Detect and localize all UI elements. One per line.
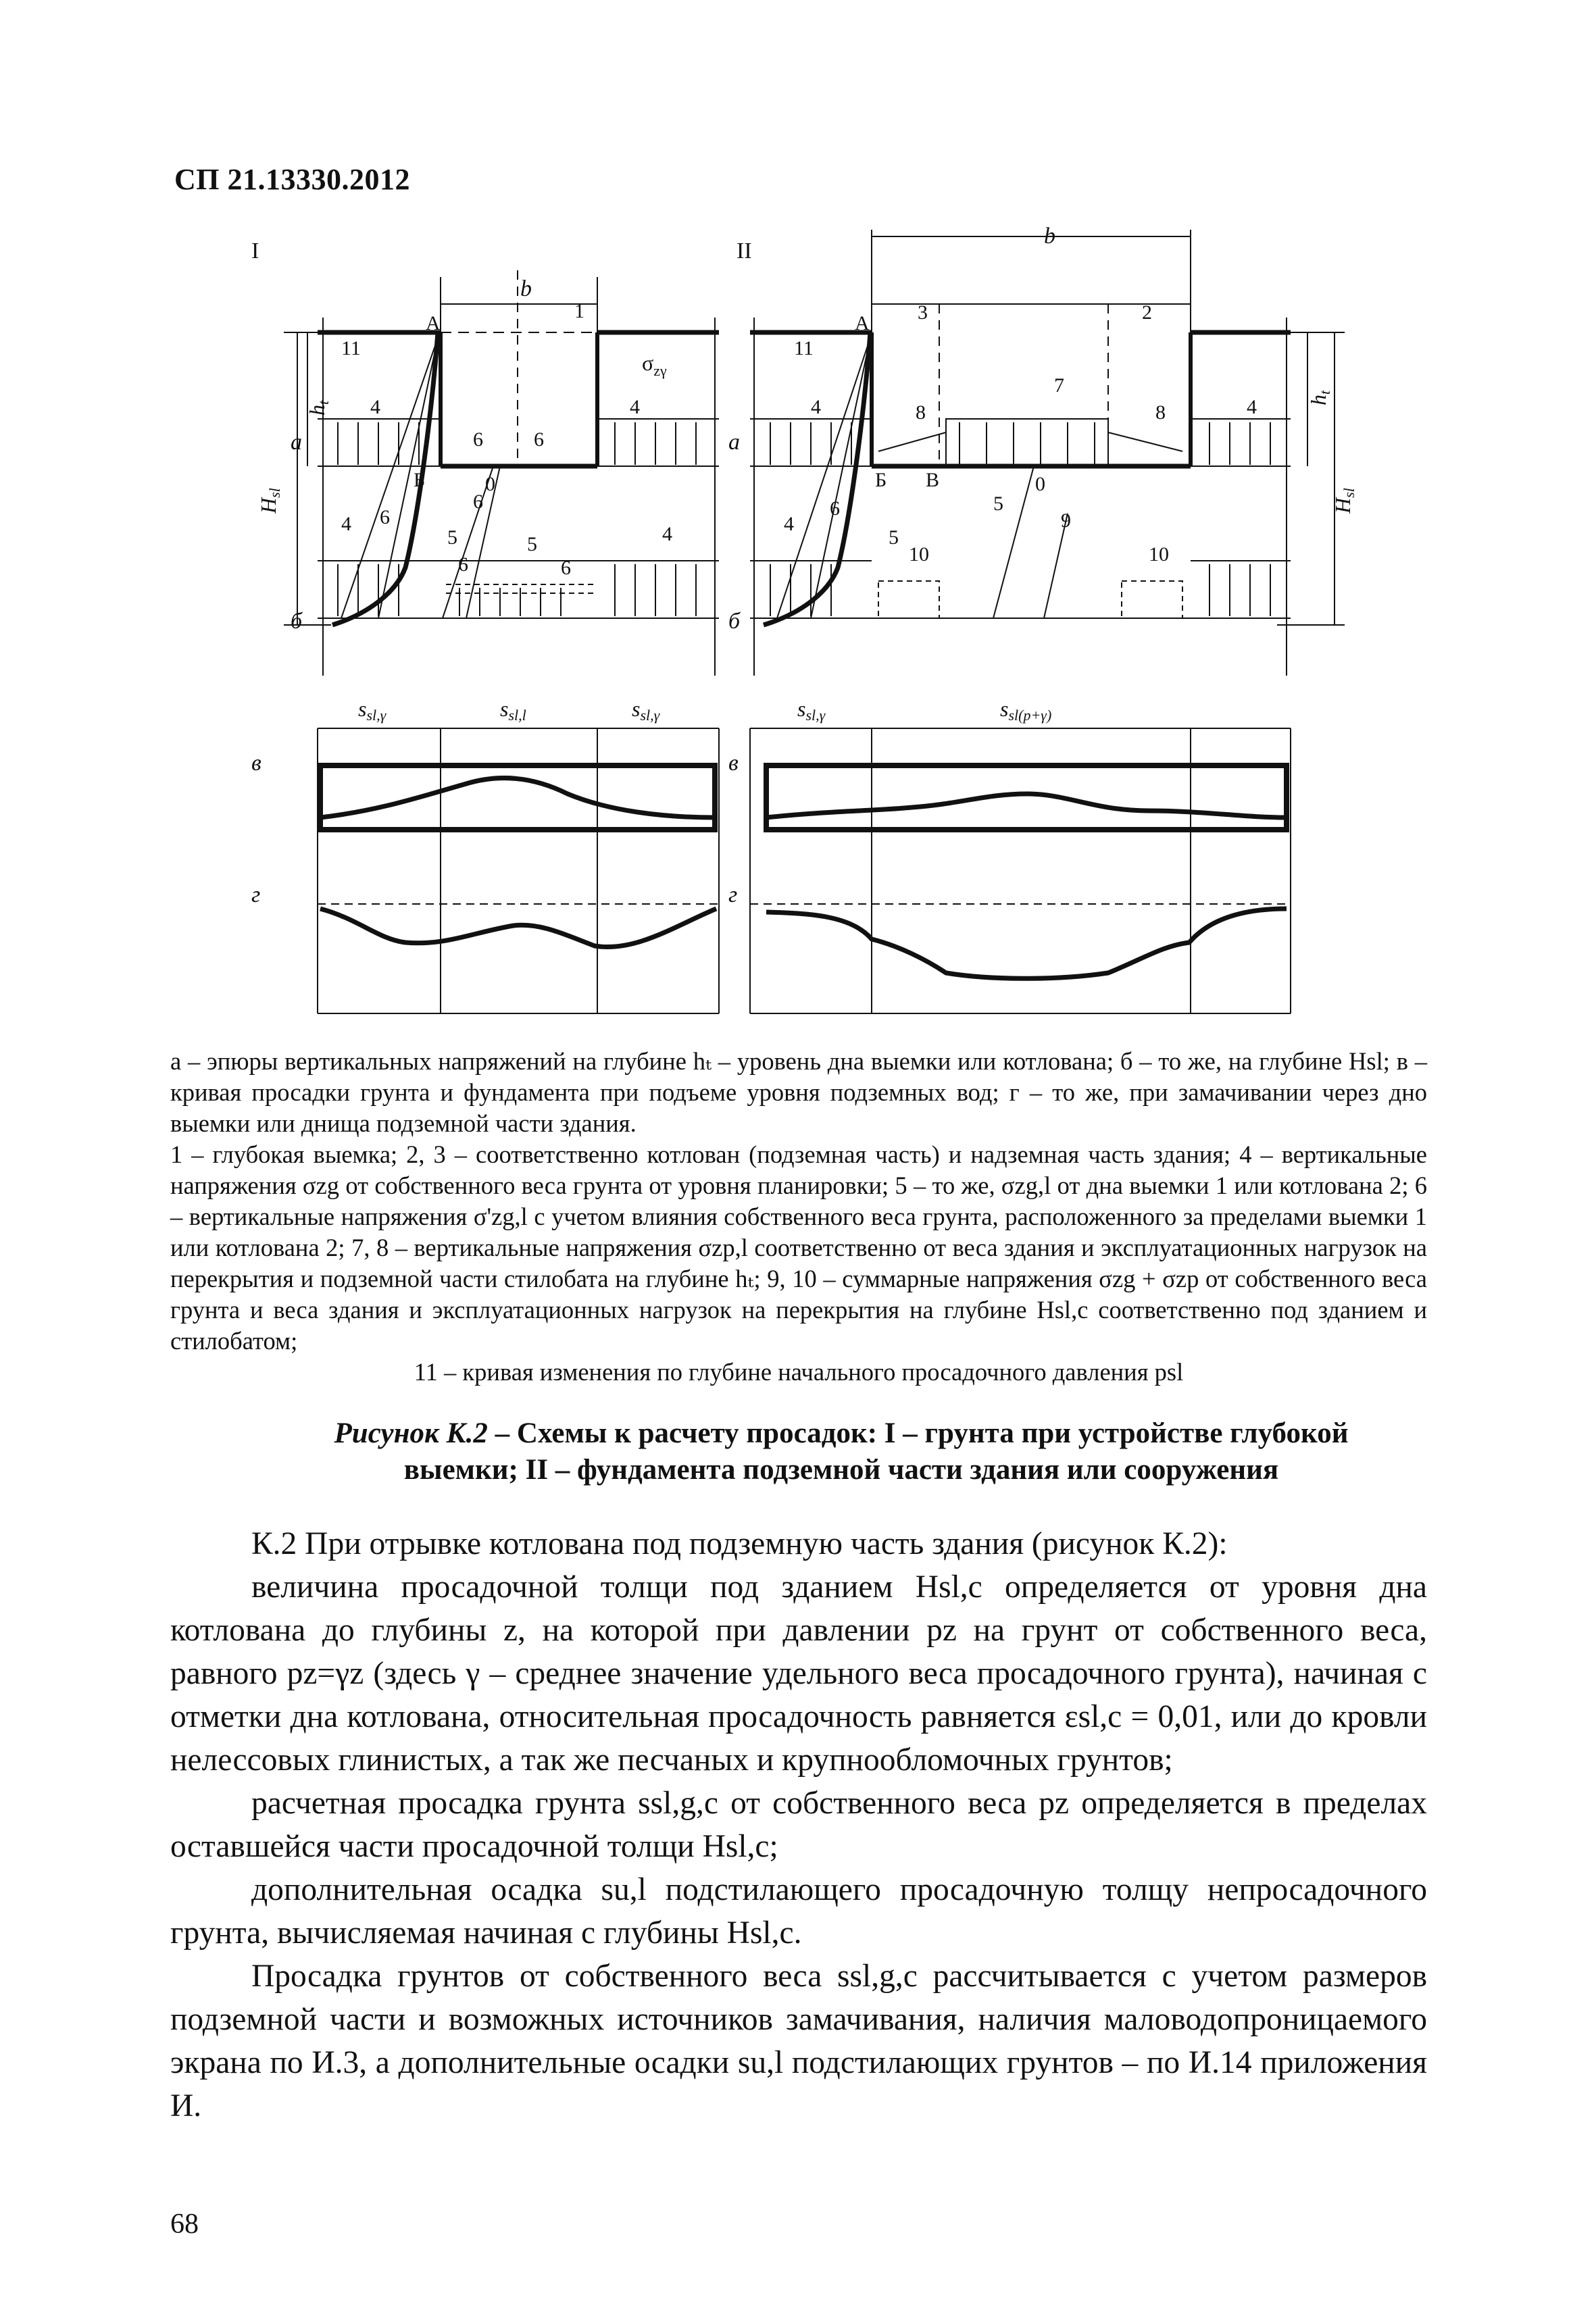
label-6-low: 6: [458, 553, 468, 576]
label-5-i: 5: [447, 526, 457, 549]
label-4-b-right: 4: [662, 523, 672, 545]
label-5-ii: 5: [889, 526, 899, 549]
curve-11-label-i: 11: [341, 337, 361, 359]
dim-ht-label-i: ht: [305, 400, 332, 416]
label-10-right: 10: [1149, 543, 1169, 565]
row-b-label-ii: б: [728, 609, 741, 634]
body-para-1: К.2 При отрывке котлована под подземную часть здания (рисунок К.2):: [251, 1526, 1228, 1561]
label-6-ii: 6: [830, 497, 840, 520]
dim-hsl-label-i: Hsl: [256, 488, 283, 513]
label-4-ii-left: 4: [811, 396, 821, 418]
row-a-label-ii: а: [728, 430, 740, 455]
label-6-mid: 6: [473, 491, 483, 513]
point-b-label-ii: Б: [875, 469, 887, 491]
body-para-5: Просадка грунтов от собственного веса ssl,g,c рассчитывается с учетом размеров подземной части и возможных источников замачивания, наличия маловодопроницаемого экрана по И.3, а дополнительные осадки su,l подстилающих грунтов – по И.14 приложения И.: [170, 1959, 1427, 2123]
figure-k2-diagram: [0, 0, 1596, 1054]
curve-11-label-ii: 11: [794, 337, 814, 359]
label-4-a-left: 4: [370, 396, 380, 418]
body-para-4: дополнительная осадка su,l подстилающего просадочную толщу непросадочного грунта, вычисляемая начиная с глубины Hsl,c.: [170, 1872, 1427, 1951]
dim-hsl-label-ii: Hsl: [1330, 488, 1357, 513]
label-4-b-left: 4: [341, 513, 351, 535]
panel-ii-section: [750, 230, 1345, 676]
point-b-label-i: Б: [414, 469, 426, 491]
label-6-left: 6: [380, 506, 390, 528]
dim-ht-label-ii: ht: [1306, 390, 1333, 405]
caption-label: Рисунок К.2: [334, 1417, 488, 1449]
ssl-pg-label-ii: ssl(p+γ): [1000, 697, 1052, 724]
caption-text: – Схемы к расчету просадок: I – грунта при устройстве глубокой выемки; II – фундамента подземной части здания или сооружения: [403, 1417, 1349, 1486]
dim-b-label-ii: b: [1044, 224, 1055, 249]
label-10-left: 10: [909, 543, 929, 565]
document-code-header: СП 21.13330.2012: [174, 163, 410, 196]
ssl-gamma-label-i-right: ssl,γ: [632, 697, 660, 724]
figure-caption: [284, 1415, 1399, 1488]
body-para-2: величина просадочной толщи под зданием Hsl,c определяется от уровня дна котлована до глубины z, на которой при давлении pz на грунт от собственного веса, равного pz=γz (здесь γ – среднее значение удельного веса просадочного грунта), начиная с отметки дна котлована, относительная просадочность равняется εsl,c = 0,01, или до кровли нелессовых глинистых, а так же песчаных и крупнообломочных грунтов;: [170, 1569, 1427, 1778]
label-6-a2: 6: [534, 428, 544, 451]
row-b-label-i: б: [291, 609, 303, 634]
label-7: 7: [1054, 374, 1064, 397]
label-5-i-b: 5: [527, 533, 537, 555]
legend-para-3: 11 – кривая изменения по глубине начального просадочного давления psl: [414, 1358, 1184, 1386]
ssl-gamma-label-i-left: ssl,γ: [358, 697, 386, 724]
point-a-label-ii: А: [855, 312, 870, 334]
ssl-gamma-label-ii: ssl,γ: [797, 697, 826, 724]
panel-ii-label: II: [737, 238, 752, 263]
label-4-ii-right: 4: [1247, 396, 1257, 418]
label-4-a-right: 4: [630, 396, 640, 418]
label-8-right: 8: [1155, 401, 1166, 424]
dim-b-label-i: b: [520, 276, 532, 301]
settlement-curves-panel-ii: [750, 728, 1291, 1013]
label-6-a: 6: [473, 428, 483, 451]
sigma-label: $\sigma_{z\gamma}$: [642, 351, 667, 379]
point-a-label-i: А: [426, 312, 441, 334]
page-number: 68: [170, 2209, 199, 2240]
row-v-label-ii: в: [728, 751, 739, 776]
body-para-3: расчетная просадка грунта ssl,g,c от собственного веса pz определяется в пределах оставшейся части просадочной толщи Hsl,c;: [170, 1786, 1427, 1864]
body-text: [170, 1522, 1427, 2128]
row-v-label-i: в: [251, 751, 261, 776]
label-1: 1: [574, 300, 584, 322]
label-3: 3: [918, 301, 928, 324]
point-v-label: В: [926, 469, 940, 491]
panel-i-section: [284, 270, 719, 676]
panel-i-label: I: [251, 238, 259, 263]
legend-para-1: а – эпюры вертикальных напряжений на глубине hₜ – уровень дна выемки или котлована; б – то же, на глубине Hsl; в – кривая просадки грунта и фундамента при подъеме уровня подземных вод; г – то же, при замачивании через дно выемки или днища подземной части здания.: [170, 1047, 1427, 1137]
point-o-label-i: 0: [485, 473, 495, 495]
label-6-right: 6: [561, 557, 571, 579]
label-4-ii-b: 4: [784, 513, 794, 535]
legend-para-2: 1 – глубокая выемка; 2, 3 – соответственно котлован (подземная часть) и надземная часть здания; 4 – вертикальные напряжения σzg от собственного веса грунта от уровня планировки; 5 – то же, σzg,l от дна выемки 1 или котлована 2; 6 – вертикальные напряжения σ'zg,l с учетом влияния собственного веса грунта, расположенного за пределами выемки 1 или котлована 2; 7, 8 – вертикальные напряжения σzp,l соответственно от веса здания и эксплуатационных нагрузок на перекрытия и подземной части стилобата на глубине hₜ; 9, 10 – суммарные напряжения σzg + σzp от собственного веса грунта и веса здания и эксплуатационных нагрузок на перекрытия на глубине Hsl,c соответственно под зданием и стилобатом;: [170, 1140, 1427, 1355]
ssl-l-label-i: ssl,l: [500, 697, 526, 724]
figure-legend: [170, 1046, 1427, 1388]
point-o-label-ii: 0: [1035, 473, 1045, 495]
row-g-label-ii: г: [728, 882, 738, 907]
label-9: 9: [1061, 509, 1071, 532]
settlement-curves-panel-i: [318, 728, 719, 1013]
row-a-label-i: а: [291, 430, 302, 455]
label-5-ii-b: 5: [993, 493, 1003, 515]
label-8-left: 8: [916, 401, 926, 424]
label-2: 2: [1142, 301, 1152, 324]
row-g-label-i: г: [251, 882, 261, 907]
